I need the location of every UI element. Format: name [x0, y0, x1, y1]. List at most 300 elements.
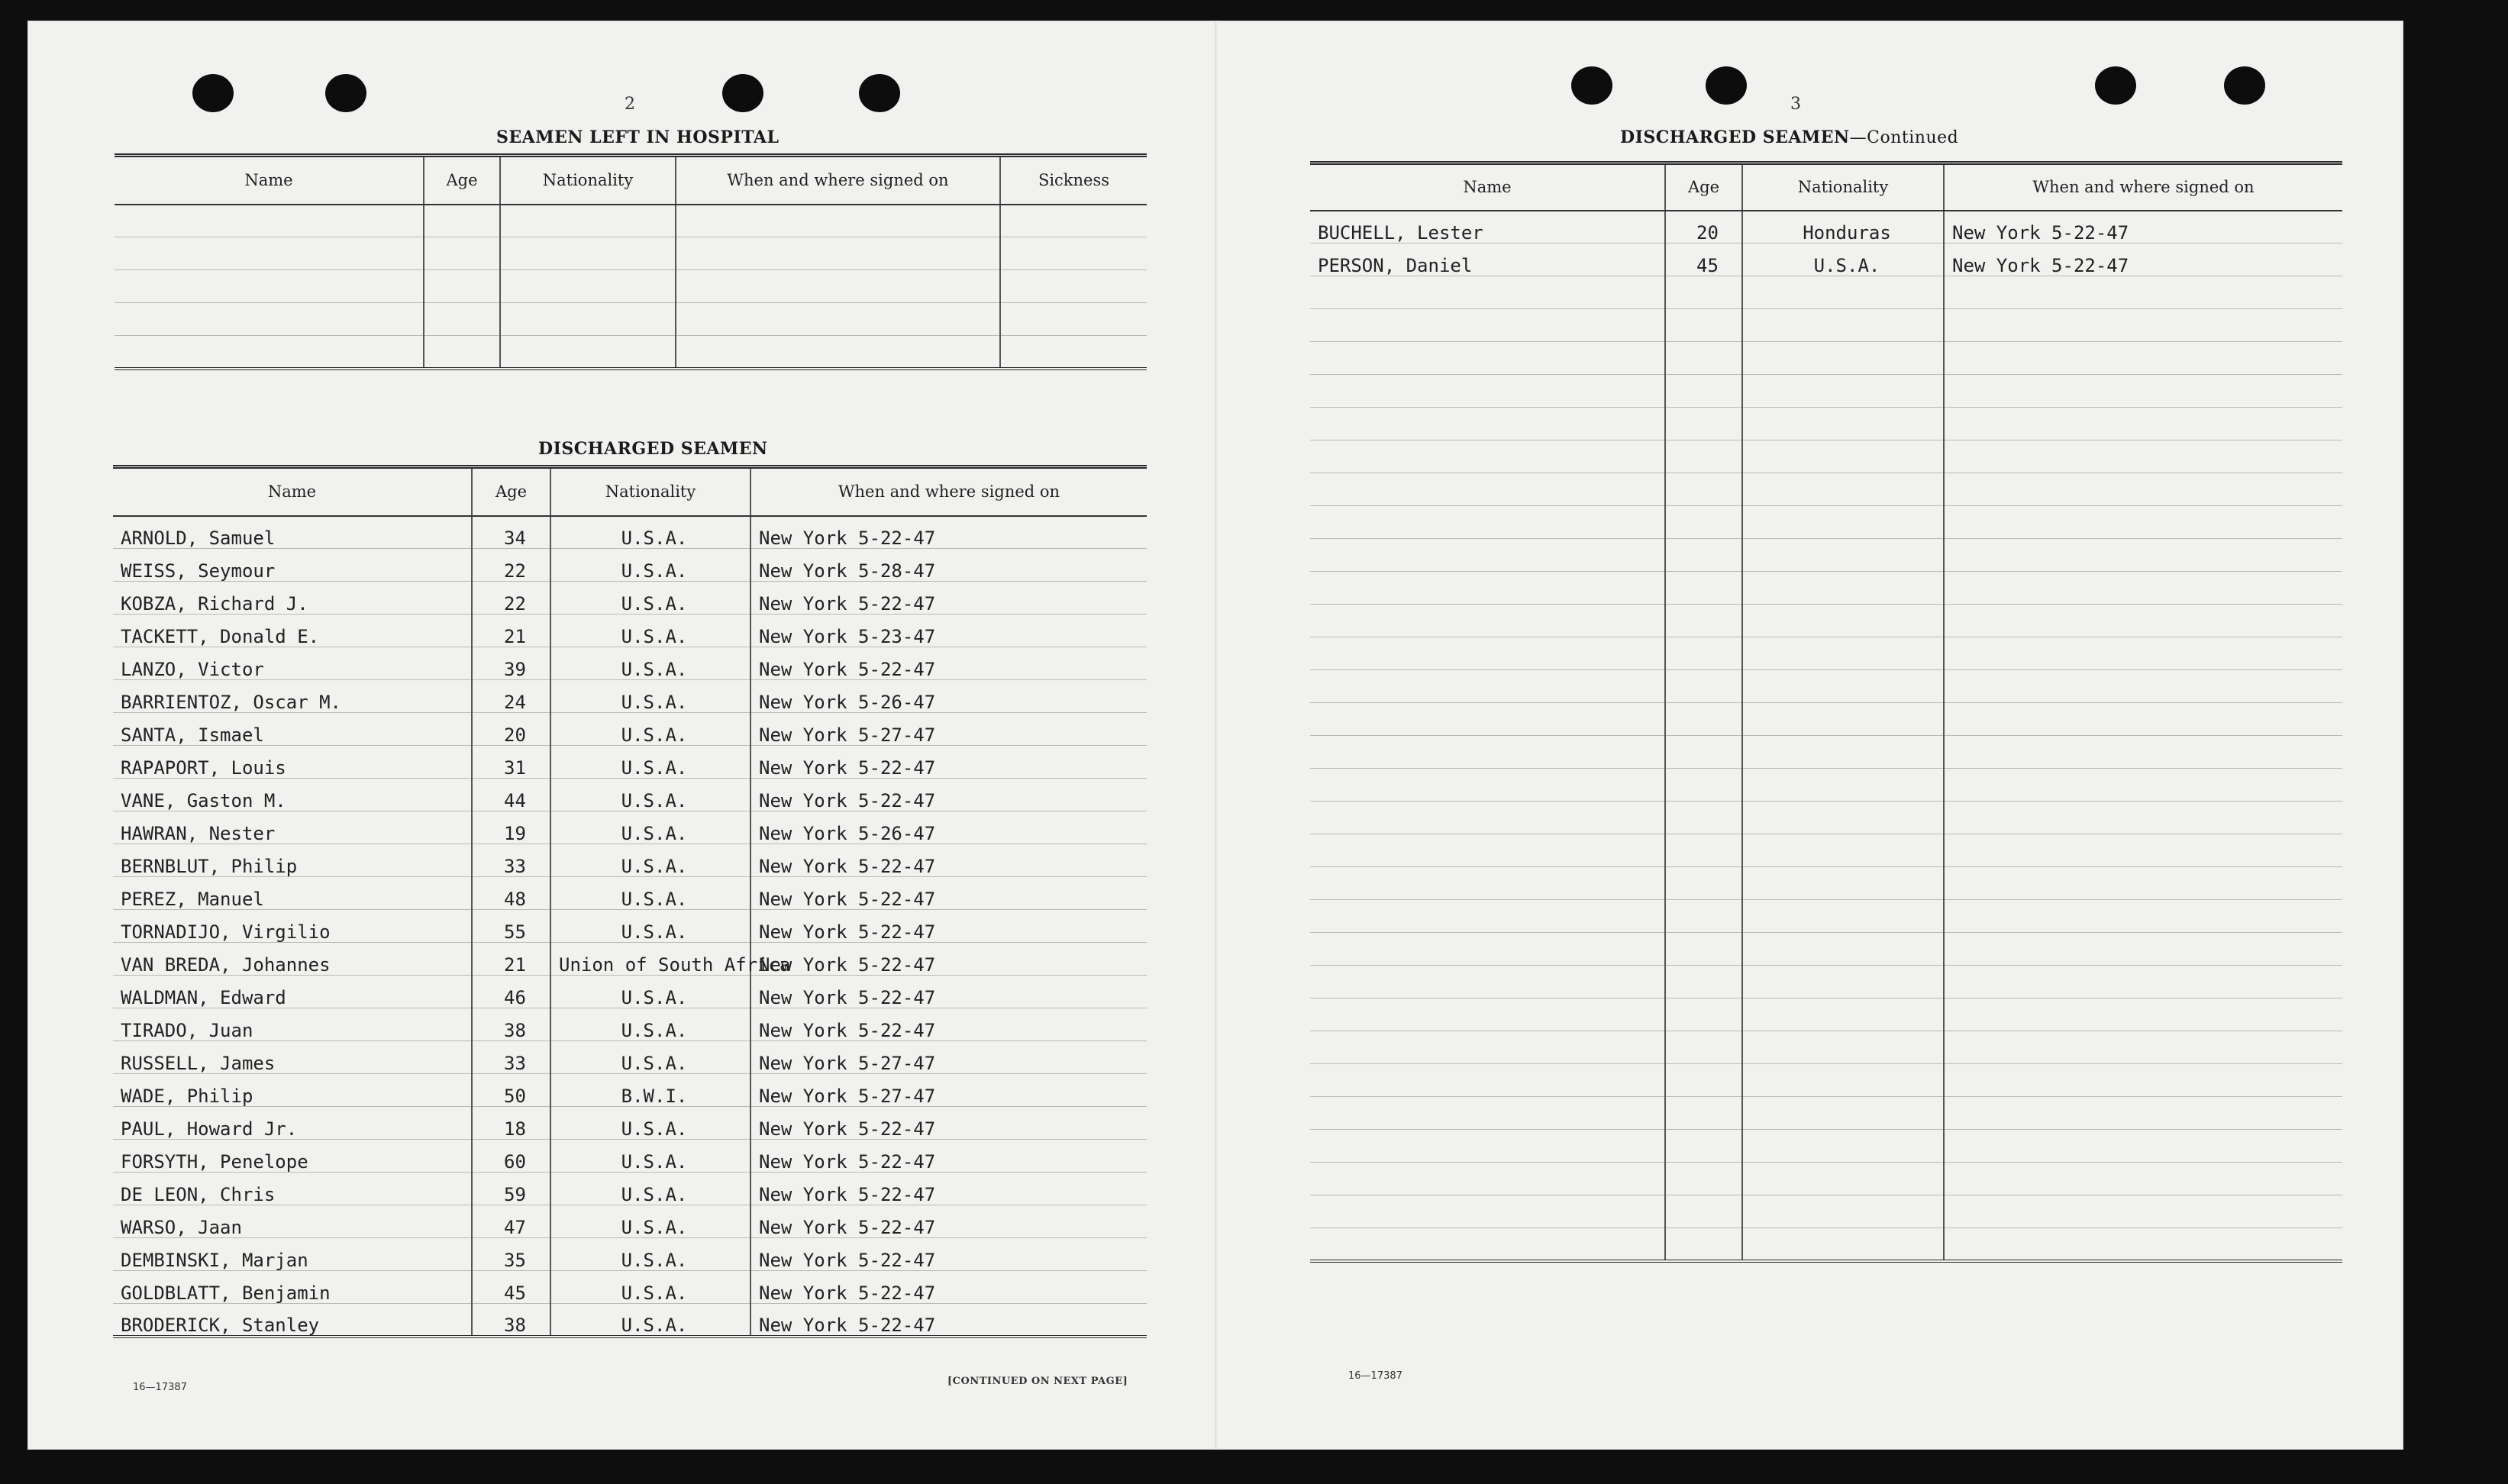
seaman-name	[1310, 276, 1665, 309]
seaman-nationality	[1742, 539, 1944, 572]
seaman-age	[1665, 769, 1742, 802]
seaman-name	[1310, 342, 1665, 375]
seaman-name: BUCHELL, Lester	[1310, 211, 1665, 244]
seaman-age	[1665, 867, 1742, 900]
table-row	[115, 237, 1147, 270]
seaman-age: 34	[472, 516, 550, 549]
seaman-nationality	[1742, 408, 1944, 440]
signed-on: New York 5-26-47	[750, 811, 1147, 844]
signed-on: New York 5-22-47	[750, 1271, 1147, 1304]
signed-on: New York 5-22-47	[750, 1238, 1147, 1271]
table-row	[1310, 1097, 2342, 1130]
seaman-nationality: Union of South Africa	[550, 943, 750, 976]
table-row	[1310, 506, 2342, 539]
signed-on	[1944, 1130, 2342, 1163]
seaman-age	[1665, 1195, 1742, 1228]
signed-on	[1944, 1031, 2342, 1064]
signed-on: New York 5-22-47	[750, 647, 1147, 680]
column-header: Nationality	[1742, 163, 1944, 211]
column-header: Name	[113, 467, 472, 516]
seaman-age: 20	[1665, 211, 1742, 244]
signed-on: New York 5-22-47	[1944, 244, 2342, 276]
seaman-name: VAN BREDA, Johannes	[113, 943, 472, 976]
seaman-nationality: U.S.A.	[550, 549, 750, 582]
table-row	[1310, 703, 2342, 736]
seaman-nationality	[1742, 998, 1944, 1031]
seaman-age: 31	[472, 746, 550, 779]
seaman-age: 39	[472, 647, 550, 680]
seaman-nationality: U.S.A.	[550, 1238, 750, 1271]
seaman-nationality: U.S.A.	[550, 1304, 750, 1337]
table-row	[1310, 998, 2342, 1031]
seaman-nationality: U.S.A.	[550, 647, 750, 680]
seaman-nationality: U.S.A.	[550, 1008, 750, 1041]
table-row	[113, 1238, 1147, 1271]
table-row	[113, 1107, 1147, 1140]
table-row	[113, 779, 1147, 811]
seaman-name: DEMBINSKI, Marjan	[113, 1238, 472, 1271]
seaman-name	[1310, 834, 1665, 867]
seaman-nationality	[1742, 900, 1944, 933]
seaman-name	[1310, 309, 1665, 342]
table-row	[113, 1304, 1147, 1337]
seaman-age: 24	[472, 680, 550, 713]
punch-hole	[722, 74, 763, 112]
seaman-name: RAPAPORT, Louis	[113, 746, 472, 779]
seaman-age	[1665, 473, 1742, 506]
discharged-continued-title	[1620, 127, 1958, 147]
hospital-table	[115, 153, 1147, 370]
page-number: 3	[1790, 95, 1801, 114]
table-row	[113, 943, 1147, 976]
seaman-name: ARNOLD, Samuel	[113, 516, 472, 549]
seaman-name	[1310, 802, 1665, 834]
seaman-name	[1310, 867, 1665, 900]
column-header: Sickness	[1000, 156, 1147, 205]
table-row	[113, 549, 1147, 582]
seaman-name	[1310, 998, 1665, 1031]
signed-on	[1944, 1064, 2342, 1097]
seaman-name	[1310, 1195, 1665, 1228]
signed-on	[1944, 539, 2342, 572]
seaman-nationality	[1742, 736, 1944, 769]
left-page	[27, 21, 1215, 1450]
signed-on: New York 5-27-47	[750, 713, 1147, 746]
signed-on: New York 5-22-47	[750, 844, 1147, 877]
seaman-nationality	[1742, 1228, 1944, 1261]
table-row	[1310, 802, 2342, 834]
table-row	[1310, 473, 2342, 506]
punch-hole	[2224, 66, 2265, 105]
table-row	[1310, 1195, 2342, 1228]
seaman-nationality	[1742, 670, 1944, 703]
table-row	[1310, 637, 2342, 670]
seaman-age	[1665, 834, 1742, 867]
seaman-nationality: U.S.A.	[550, 615, 750, 647]
table-row	[1310, 1064, 2342, 1097]
table-row	[113, 1074, 1147, 1107]
seaman-nationality: U.S.A.	[550, 680, 750, 713]
seaman-nationality	[1742, 802, 1944, 834]
table-row	[113, 746, 1147, 779]
signed-on: New York 5-22-47	[750, 910, 1147, 943]
signed-on	[1944, 1097, 2342, 1130]
signed-on	[1944, 375, 2342, 408]
seaman-age	[1665, 966, 1742, 998]
seaman-nationality: B.W.I.	[550, 1074, 750, 1107]
column-header: Age	[424, 156, 500, 205]
table-row	[1310, 1031, 2342, 1064]
column-header: When and where signed on	[750, 467, 1147, 516]
signed-on	[1944, 900, 2342, 933]
title-main: DISCHARGED SEAMEN	[1620, 127, 1850, 147]
seaman-age: 45	[472, 1271, 550, 1304]
seaman-nationality	[1742, 1130, 1944, 1163]
seaman-age	[1665, 572, 1742, 605]
table-row	[113, 516, 1147, 549]
seaman-nationality: U.S.A.	[550, 910, 750, 943]
signed-on	[1944, 933, 2342, 966]
table-row	[113, 1041, 1147, 1074]
table-row	[1310, 867, 2342, 900]
signed-on: New York 5-22-47	[750, 976, 1147, 1008]
document-sheet	[27, 21, 2403, 1450]
seaman-name: LANZO, Victor	[113, 647, 472, 680]
column-header: Nationality	[550, 467, 750, 516]
signed-on: New York 5-22-47	[750, 1173, 1147, 1205]
table-row	[1310, 309, 2342, 342]
seaman-name: DE LEON, Chris	[113, 1173, 472, 1205]
seaman-nationality	[1742, 703, 1944, 736]
seaman-name: FORSYTH, Penelope	[113, 1140, 472, 1173]
seaman-nationality	[1742, 375, 1944, 408]
seaman-nationality	[1742, 1195, 1944, 1228]
table-row	[115, 205, 1147, 237]
seaman-age	[1665, 539, 1742, 572]
punch-hole	[1571, 66, 1612, 105]
signed-on	[1944, 703, 2342, 736]
signed-on	[1944, 1195, 2342, 1228]
table-row	[1310, 1163, 2342, 1195]
table-row	[1310, 769, 2342, 802]
seaman-age: 59	[472, 1173, 550, 1205]
table-row	[113, 1271, 1147, 1304]
signed-on: New York 5-22-47	[750, 1304, 1147, 1337]
table-row	[1310, 572, 2342, 605]
seaman-nationality	[1742, 933, 1944, 966]
seaman-nationality: U.S.A.	[550, 1140, 750, 1173]
discharged-continued-table	[1310, 161, 2342, 1263]
seaman-name: BERNBLUT, Philip	[113, 844, 472, 877]
signed-on: New York 5-22-47	[750, 582, 1147, 615]
seaman-age: 33	[472, 1041, 550, 1074]
signed-on	[1944, 834, 2342, 867]
seaman-nationality: U.S.A.	[550, 746, 750, 779]
signed-on: New York 5-27-47	[750, 1041, 1147, 1074]
seaman-name	[1310, 1097, 1665, 1130]
seaman-age: 19	[472, 811, 550, 844]
column-header: Nationality	[500, 156, 676, 205]
column-header: Name	[1310, 163, 1665, 211]
seaman-nationality: U.S.A.	[550, 779, 750, 811]
seaman-nationality: U.S.A.	[550, 713, 750, 746]
signed-on: New York 5-28-47	[750, 549, 1147, 582]
seaman-name	[1310, 769, 1665, 802]
signed-on	[1944, 637, 2342, 670]
signed-on: New York 5-22-47	[750, 1205, 1147, 1238]
signed-on	[1944, 769, 2342, 802]
seaman-nationality	[1742, 637, 1944, 670]
seaman-name	[1310, 1130, 1665, 1163]
column-header: Age	[472, 467, 550, 516]
seaman-age: 21	[472, 943, 550, 976]
table-row	[113, 582, 1147, 615]
seaman-nationality	[1742, 473, 1944, 506]
seaman-age: 46	[472, 976, 550, 1008]
seaman-name	[1310, 703, 1665, 736]
table-row	[113, 1205, 1147, 1238]
seaman-age	[1665, 1064, 1742, 1097]
right-page	[1218, 21, 2403, 1450]
table-row	[1310, 670, 2342, 703]
seaman-name: WEISS, Seymour	[113, 549, 472, 582]
seaman-name: KOBZA, Richard J.	[113, 582, 472, 615]
seaman-age: 38	[472, 1304, 550, 1337]
table-row	[115, 336, 1147, 369]
signed-on	[1944, 1228, 2342, 1261]
seaman-name	[1310, 506, 1665, 539]
seaman-nationality	[1742, 966, 1944, 998]
signed-on: New York 5-22-47	[750, 877, 1147, 910]
table-row	[1310, 375, 2342, 408]
seaman-nationality: U.S.A.	[550, 1205, 750, 1238]
seaman-age: 55	[472, 910, 550, 943]
seaman-name	[1310, 375, 1665, 408]
seaman-name: TIRADO, Juan	[113, 1008, 472, 1041]
seaman-nationality	[1742, 1031, 1944, 1064]
table-row	[113, 1008, 1147, 1041]
seaman-name	[1310, 572, 1665, 605]
signed-on: New York 5-26-47	[750, 680, 1147, 713]
column-header: Age	[1665, 163, 1742, 211]
signed-on	[1944, 309, 2342, 342]
signed-on: New York 5-22-47	[750, 746, 1147, 779]
table-row	[113, 713, 1147, 746]
seaman-age	[1665, 1163, 1742, 1195]
punch-hole	[859, 74, 900, 112]
seaman-name	[1310, 670, 1665, 703]
table-row	[113, 910, 1147, 943]
seaman-nationality: U.S.A.	[550, 1107, 750, 1140]
form-number: 16—17387	[1348, 1370, 1402, 1382]
table-row	[113, 811, 1147, 844]
seaman-nationality: Honduras	[1742, 211, 1944, 244]
signed-on	[1944, 736, 2342, 769]
seaman-age	[1665, 342, 1742, 375]
seaman-name	[1310, 1031, 1665, 1064]
signed-on	[1944, 572, 2342, 605]
table-row	[1310, 966, 2342, 998]
discharged-section-title: DISCHARGED SEAMEN	[538, 439, 768, 459]
signed-on	[1944, 276, 2342, 309]
signed-on: New York 5-22-47	[750, 1008, 1147, 1041]
seaman-name: PAUL, Howard Jr.	[113, 1107, 472, 1140]
seaman-nationality	[1742, 1163, 1944, 1195]
seaman-nationality	[1742, 867, 1944, 900]
table-row	[113, 615, 1147, 647]
table-row	[113, 1173, 1147, 1205]
seaman-age	[1665, 933, 1742, 966]
signed-on	[1944, 605, 2342, 637]
seaman-nationality	[1742, 440, 1944, 473]
seaman-name	[1310, 473, 1665, 506]
signed-on	[1944, 506, 2342, 539]
seaman-age	[1665, 1031, 1742, 1064]
signed-on	[1944, 998, 2342, 1031]
seaman-name: VANE, Gaston M.	[113, 779, 472, 811]
seaman-name: WARSO, Jaan	[113, 1205, 472, 1238]
seaman-nationality	[1742, 769, 1944, 802]
continued-note: [CONTINUED ON NEXT PAGE]	[947, 1376, 1128, 1387]
seaman-age	[1665, 440, 1742, 473]
seaman-nationality: U.S.A.	[550, 877, 750, 910]
column-header: Name	[115, 156, 424, 205]
seaman-age	[1665, 802, 1742, 834]
seaman-age: 22	[472, 582, 550, 615]
table-row	[113, 1140, 1147, 1173]
punch-hole	[1706, 66, 1747, 105]
seaman-name	[1310, 933, 1665, 966]
table-row	[1310, 244, 2342, 276]
seaman-nationality: U.S.A.	[550, 811, 750, 844]
table-row	[113, 976, 1147, 1008]
signed-on	[1944, 966, 2342, 998]
seaman-name	[1310, 637, 1665, 670]
seaman-nationality: U.S.A.	[1742, 244, 1944, 276]
seaman-nationality: U.S.A.	[550, 976, 750, 1008]
seaman-age	[1665, 408, 1742, 440]
seaman-nationality: U.S.A.	[550, 844, 750, 877]
table-row	[115, 270, 1147, 303]
column-header: When and where signed on	[1944, 163, 2342, 211]
seaman-age: 45	[1665, 244, 1742, 276]
seaman-name: TORNADIJO, Virgilio	[113, 910, 472, 943]
table-row	[1310, 1228, 2342, 1261]
signed-on	[1944, 408, 2342, 440]
title-continued: —Continued	[1849, 128, 1959, 147]
seaman-age: 22	[472, 549, 550, 582]
form-number: 16—17387	[133, 1382, 187, 1393]
seaman-age	[1665, 736, 1742, 769]
table-row	[1310, 933, 2342, 966]
table-row	[113, 647, 1147, 680]
table-row	[1310, 834, 2342, 867]
seaman-name: WADE, Philip	[113, 1074, 472, 1107]
table-row	[1310, 900, 2342, 933]
signed-on: New York 5-22-47	[750, 943, 1147, 976]
table-row	[113, 877, 1147, 910]
seaman-age	[1665, 998, 1742, 1031]
table-row	[1310, 1130, 2342, 1163]
seaman-name	[1310, 900, 1665, 933]
seaman-name: SANTA, Ismael	[113, 713, 472, 746]
seaman-nationality	[1742, 572, 1944, 605]
seaman-name: TACKETT, Donald E.	[113, 615, 472, 647]
table-row	[1310, 605, 2342, 637]
seaman-age: 50	[472, 1074, 550, 1107]
seaman-age	[1665, 1097, 1742, 1130]
seaman-name: BRODERICK, Stanley	[113, 1304, 472, 1337]
seaman-name	[1310, 1228, 1665, 1261]
seaman-age	[1665, 605, 1742, 637]
table-row	[1310, 440, 2342, 473]
punch-hole	[2095, 66, 2136, 105]
seaman-name: BARRIENTOZ, Oscar M.	[113, 680, 472, 713]
seaman-nationality	[1742, 506, 1944, 539]
seaman-nationality	[1742, 1064, 1944, 1097]
seaman-nationality	[1742, 342, 1944, 375]
signed-on	[1944, 440, 2342, 473]
seaman-nationality	[1742, 309, 1944, 342]
seaman-name: WALDMAN, Edward	[113, 976, 472, 1008]
seaman-nationality: U.S.A.	[550, 582, 750, 615]
column-header: When and where signed on	[676, 156, 1000, 205]
table-row	[1310, 276, 2342, 309]
signed-on: New York 5-23-47	[750, 615, 1147, 647]
seaman-nationality: U.S.A.	[550, 1271, 750, 1304]
seaman-age: 60	[472, 1140, 550, 1173]
punch-hole	[325, 74, 366, 112]
signed-on: New York 5-22-47	[750, 779, 1147, 811]
page-number: 2	[625, 95, 635, 114]
seaman-name	[1310, 1064, 1665, 1097]
table-row	[1310, 342, 2342, 375]
seaman-age	[1665, 309, 1742, 342]
seaman-name: PEREZ, Manuel	[113, 877, 472, 910]
seaman-name	[1310, 736, 1665, 769]
seaman-name	[1310, 539, 1665, 572]
signed-on: New York 5-27-47	[750, 1074, 1147, 1107]
seaman-nationality: U.S.A.	[550, 1041, 750, 1074]
table-row	[1310, 539, 2342, 572]
hospital-section-title: SEAMEN LEFT IN HOSPITAL	[496, 127, 780, 147]
seaman-name	[1310, 408, 1665, 440]
signed-on: New York 5-22-47	[750, 516, 1147, 549]
signed-on	[1944, 1163, 2342, 1195]
seaman-nationality: U.S.A.	[550, 1173, 750, 1205]
seaman-age	[1665, 276, 1742, 309]
seaman-age: 48	[472, 877, 550, 910]
table-row	[115, 303, 1147, 336]
seaman-name: PERSON, Daniel	[1310, 244, 1665, 276]
seaman-age	[1665, 670, 1742, 703]
seaman-age	[1665, 637, 1742, 670]
table-row	[1310, 736, 2342, 769]
seaman-nationality: U.S.A.	[550, 516, 750, 549]
seaman-name: GOLDBLATT, Benjamin	[113, 1271, 472, 1304]
table-row	[113, 844, 1147, 877]
signed-on	[1944, 867, 2342, 900]
seaman-name	[1310, 440, 1665, 473]
discharged-seamen-table	[113, 465, 1147, 1338]
seaman-age	[1665, 900, 1742, 933]
table-row	[1310, 211, 2342, 244]
seaman-nationality	[1742, 276, 1944, 309]
table-row	[113, 680, 1147, 713]
seaman-name: HAWRAN, Nester	[113, 811, 472, 844]
punch-hole	[192, 74, 234, 112]
signed-on	[1944, 670, 2342, 703]
